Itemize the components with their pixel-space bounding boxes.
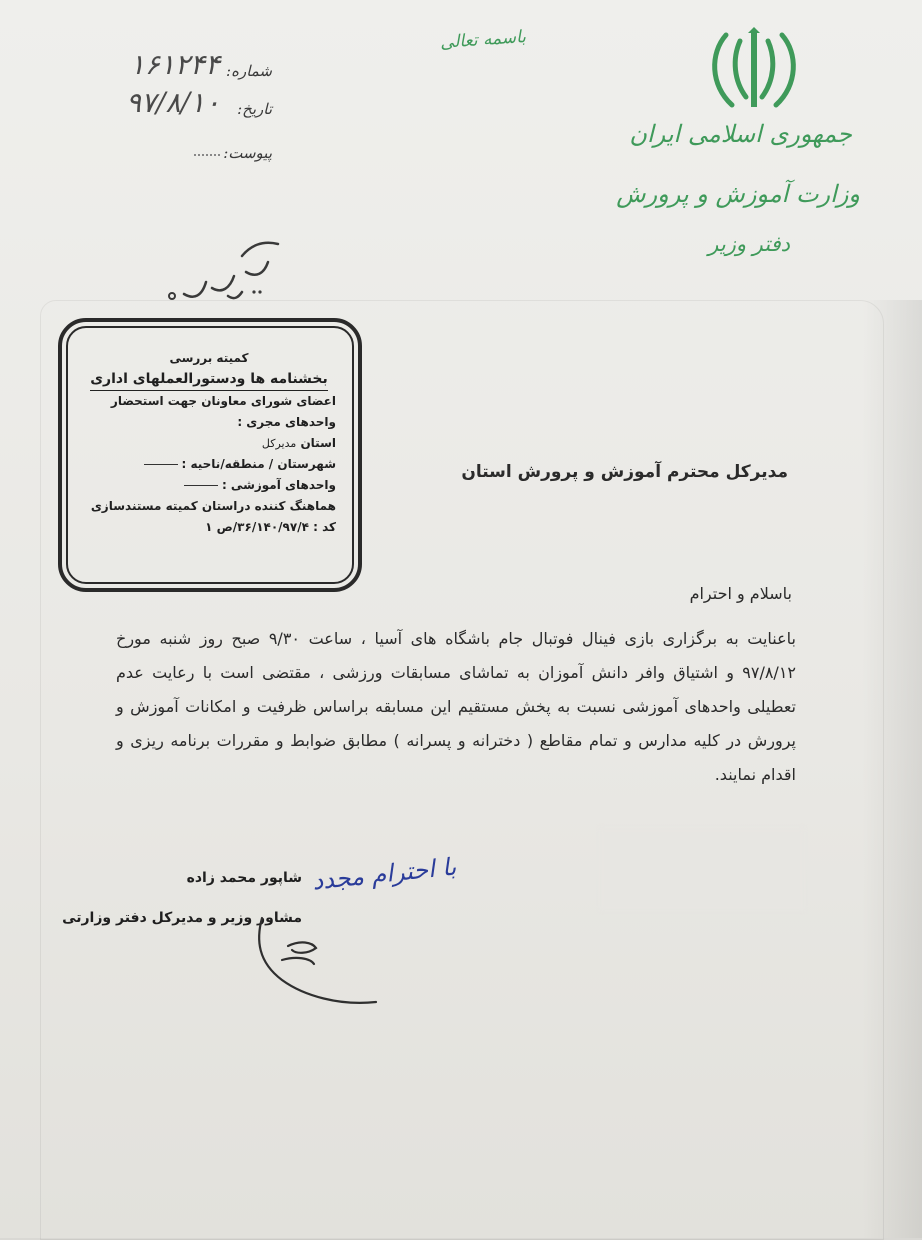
stamp-line-units: واحدهای مجری :	[237, 415, 336, 429]
letter-date-row	[125, 86, 272, 119]
attachment-label: پیوست:	[223, 144, 272, 162]
bismillah-header: باسمه تعالی	[439, 27, 527, 53]
letter-number-value: ۱۶۱۲۴۴	[129, 48, 220, 81]
number-label: شماره:	[226, 62, 272, 80]
letter-body: باعنایت به برگزاری بازی فینال فوتبال جام باشگاه های آسیا ، ساعت ۹/۳۰ صبح روز شنبه مورخ ۹۷/۸/۱۲ و اشتیاق وافر دانش آموزان به تماشای مسابقات ورزشی ، مقتضی است با رعایت عدم تعطیلی واحدهای آموزشی نسبت به پخش مستقیم این مسابقه براساس ظرفیت و امکانات آموزش و پرورش در کلیه مدارس و تمام مقاطع ( دخترانه و پسرانه ) مطابق ضوابط و مقررات برنامه ریزی و اقدام نمایند.	[116, 629, 796, 784]
top-handwritten-signature	[150, 222, 300, 312]
stamp-city-blank	[144, 464, 178, 465]
stamp-code-label: کد :	[313, 520, 336, 534]
stamp-line-council: اعضای شورای معاونان جهت استحضار	[110, 394, 336, 408]
date-label: تاریخ:	[237, 100, 272, 118]
stamp-line-city	[82, 454, 336, 475]
letter-addressee: مدیرکل محترم آموزش و پرورش استان	[461, 462, 788, 482]
stamp-line-coordinator: هماهنگ کننده دراستان کمیته مستندسازی	[90, 499, 336, 513]
bottom-handwritten-signature	[252, 910, 382, 1020]
page-shadow	[862, 300, 922, 1238]
iran-emblem-icon	[706, 25, 802, 113]
signer-title: مشاور وزیر و مدیرکل دفتر وزارتی	[62, 910, 302, 926]
stamp-province-label: استان	[300, 436, 336, 450]
stamp-line-title: بخشنامه ها ودستورالعملهای اداری	[90, 369, 328, 391]
stamp-line-edu-units	[82, 475, 336, 496]
handwritten-blue-note: با احترام مجدد	[310, 852, 458, 896]
attachment-row	[223, 144, 272, 162]
stamp-line-committee: کمیته بررسی	[169, 351, 249, 365]
stamp-edu-units-blank	[184, 485, 218, 486]
letter-greeting: باسلام و احترام	[689, 584, 792, 603]
stamp-line-code	[82, 517, 336, 538]
stamp-line-province	[82, 433, 336, 454]
ministry-line-office: دفتر وزیر	[708, 232, 790, 256]
review-committee-stamp	[58, 318, 362, 592]
attachment-dots	[194, 154, 220, 156]
redacted-area	[600, 828, 804, 910]
stamp-province-hand: مدیرکل	[261, 437, 297, 450]
stamp-edu-units-label: واحدهای آموزشی :	[221, 478, 336, 492]
stamp-code-value: ۳۶/۱۴۰/۹۷/۴/ص ۱	[205, 520, 309, 534]
signer-name: شاپور محمد زاده	[186, 870, 302, 886]
ministry-line-ministry: وزارت آموزش و پرورش	[616, 180, 860, 208]
letter-number-row	[129, 48, 272, 81]
letter-date-value: ۹۷/۸/۱۰	[125, 86, 220, 119]
ministry-line-country: جمهوری اسلامی ایران	[629, 120, 852, 148]
stamp-city-label: شهرستان / منطقه/ناحیه :	[181, 457, 336, 471]
